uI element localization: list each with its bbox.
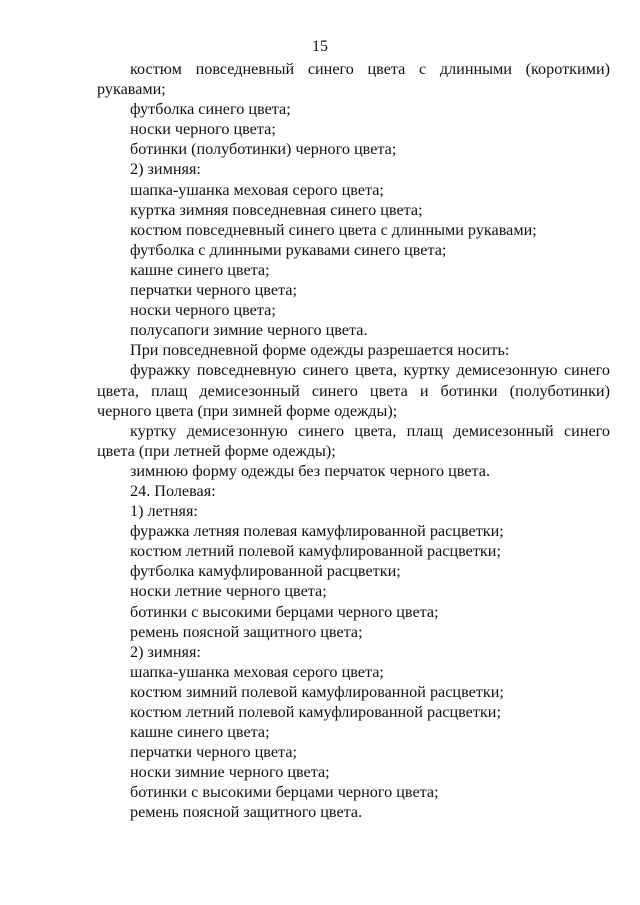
paragraph: костюм зимний полевой камуфлированной расцветки; — [130, 682, 504, 701]
paragraph: ботинки с высокими берцами черного цвета; — [130, 602, 439, 621]
paragraph: При повседневной форме одежды разрешается носить: — [130, 341, 510, 360]
paragraph: кашне синего цвета; — [130, 723, 270, 742]
paragraph: полусапоги зимние черного цвета. — [130, 321, 368, 340]
paragraph: носки черного цвета; — [130, 301, 276, 320]
paragraph: шапка-ушанка меховая серого цвета; — [130, 180, 384, 199]
paragraph: костюм летний полевой камуфлированной расцветки; — [130, 542, 501, 561]
paragraph: костюм повседневный синего цвета с длинными рукавами; — [130, 220, 537, 239]
paragraph: 1) летняя: — [130, 502, 198, 521]
paragraph: футболка с длинными рукавами синего цвета; — [130, 240, 447, 259]
paragraph: ремень поясной защитного цвета; — [130, 622, 363, 641]
paragraph: фуражку повседневную синего цвета, куртку демисезонную синего цвета, плащ демисезонный синего цвета и ботинки (полуботинки) черного цвета (при зимней форме одежды); — [97, 361, 610, 420]
paragraph: футболка синего цвета; — [130, 100, 291, 119]
page-number: 15 — [312, 38, 328, 55]
paragraph: куртку демисезонную синего цвета, плащ демисезонный синего цвета (при летней форме одежды); — [97, 421, 610, 460]
paragraph: перчатки черного цвета; — [130, 743, 297, 762]
paragraph: ботинки (полуботинки) черного цвета; — [130, 140, 397, 159]
document-body — [97, 59, 610, 823]
paragraph: носки зимние черного цвета; — [130, 763, 330, 782]
paragraph: костюм летний полевой камуфлированной расцветки; — [130, 703, 501, 721]
paragraph: 2) зимняя: — [130, 642, 201, 661]
paragraph: фуражка летняя полевая камуфлированной расцветки; — [130, 522, 504, 541]
paragraph: футболка камуфлированной расцветки; — [130, 562, 401, 581]
paragraph: кашне синего цвета; — [130, 260, 270, 279]
paragraph: носки черного цвета; — [130, 120, 276, 139]
paragraph: зимнюю форму одежды без перчаток черного цвета. — [130, 461, 491, 480]
paragraph: носки летние черного цвета; — [130, 582, 327, 601]
paragraph: 24. Полевая: — [130, 481, 216, 500]
paragraph: ботинки с высокими берцами черного цвета; — [130, 783, 439, 802]
paragraph: костюм повседневный синего цвета с длинными (короткими) рукавами; — [97, 60, 610, 99]
paragraph: ремень поясной защитного цвета. — [130, 803, 363, 822]
paragraph: перчатки черного цвета; — [130, 281, 297, 300]
paragraph: шапка-ушанка меховая серого цвета; — [130, 662, 384, 681]
paragraph: куртка зимняя повседневная синего цвета; — [130, 200, 423, 219]
paragraph: 2) зимняя: — [130, 160, 201, 179]
